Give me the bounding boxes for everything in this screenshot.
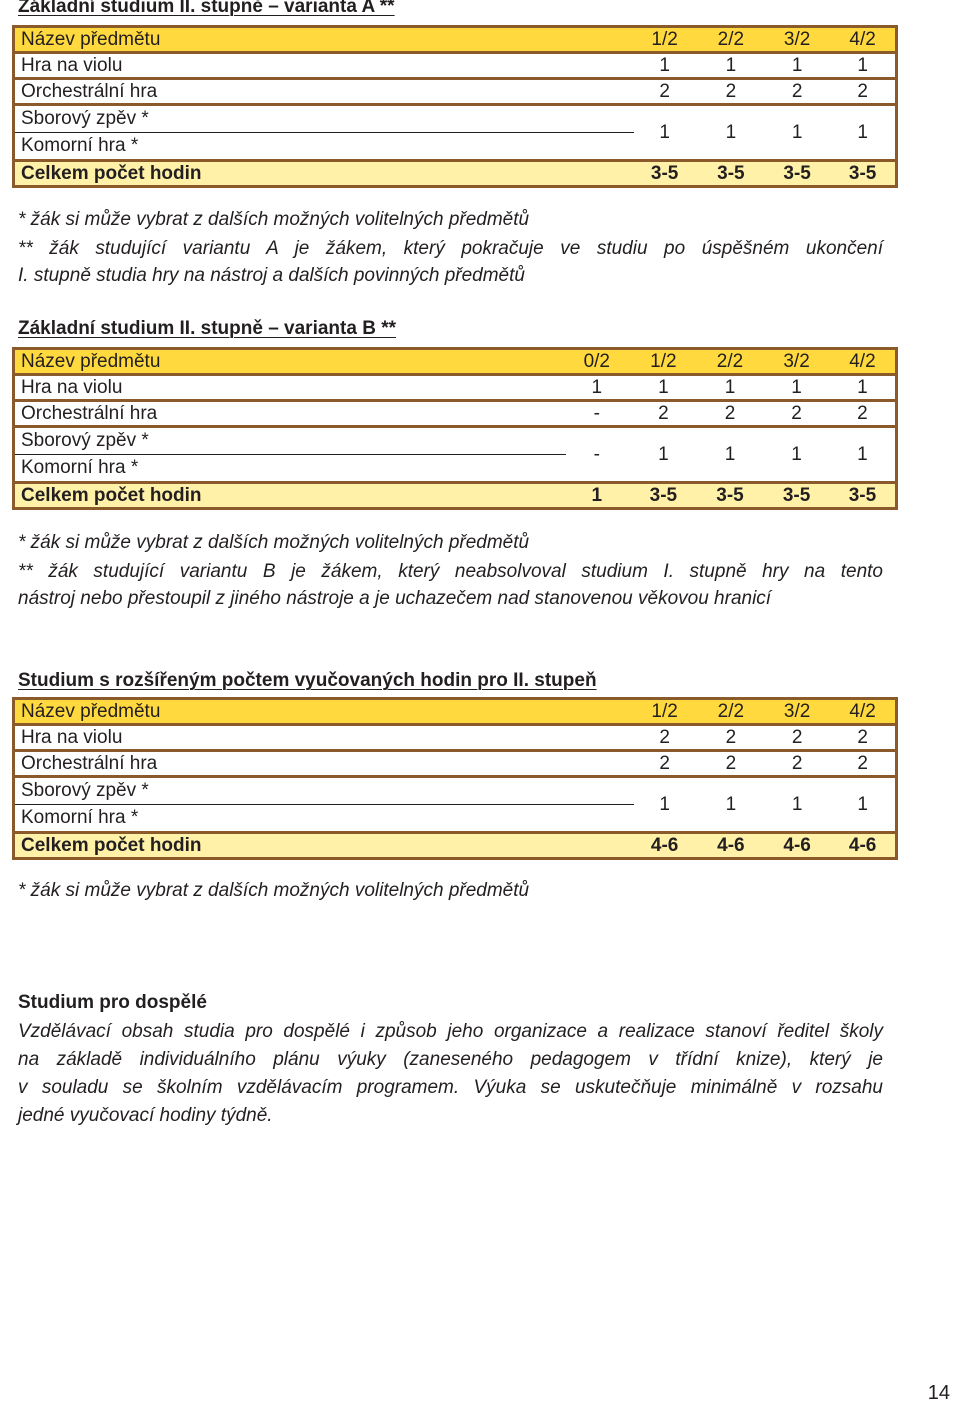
cell: 1 xyxy=(830,375,897,401)
header-cell: 0/2 xyxy=(564,349,631,375)
table-row-merged xyxy=(14,777,897,833)
header-cell: Název předmětu xyxy=(14,349,564,375)
total-label: Celkem počet hodin xyxy=(14,483,564,509)
cell: 2 xyxy=(698,751,764,777)
header-cell: 2/2 xyxy=(698,27,764,53)
paragraph-line: jedné vyučovací hodiny týdně. xyxy=(18,1105,273,1126)
subject-name: Komorní hra * xyxy=(21,135,139,156)
cell: 3-5 xyxy=(763,483,830,509)
cell: - xyxy=(564,427,631,483)
footnote: * žák si může vybrat z dalších možných volitelných předmětů xyxy=(18,880,530,901)
cell: 3-5 xyxy=(632,161,698,187)
subject-name: Sborový zpěv * xyxy=(15,106,634,133)
cell: 1 xyxy=(830,777,896,833)
cell: 2 xyxy=(632,751,698,777)
cell: 1 xyxy=(830,53,896,79)
subject-name: Komorní hra * xyxy=(21,807,139,828)
section-c-title: Studium s rozšířeným počtem vyučovaných hodin pro II. stupeň xyxy=(18,670,597,691)
cell: 4-6 xyxy=(632,833,698,859)
cell: 1 xyxy=(764,105,830,161)
header-cell: 2/2 xyxy=(698,699,764,725)
table-row xyxy=(14,53,897,79)
cell: 2 xyxy=(764,725,830,751)
header-cell: 3/2 xyxy=(764,27,830,53)
subject-name: Hra na violu xyxy=(14,53,632,79)
table-row xyxy=(14,751,897,777)
subject-name: Orchestrální hra xyxy=(14,79,632,105)
section-a-table xyxy=(12,25,898,188)
cell: 2 xyxy=(697,401,764,427)
subject-name: Orchestrální hra xyxy=(14,401,564,427)
header-cell: 3/2 xyxy=(764,699,830,725)
cell: 2 xyxy=(830,751,896,777)
table-total-row xyxy=(14,833,897,859)
cell: 4-6 xyxy=(830,833,896,859)
cell: 2 xyxy=(763,401,830,427)
table-row-merged xyxy=(14,105,897,161)
subject-name: Hra na violu xyxy=(14,375,564,401)
cell: 3-5 xyxy=(697,483,764,509)
cell: 2 xyxy=(698,79,764,105)
cell: 2 xyxy=(632,79,698,105)
cell: 1 xyxy=(763,375,830,401)
footnote: I. stupně studia hry na nástroj a dalších povinných předmětů xyxy=(18,265,525,286)
cell: 1 xyxy=(632,53,698,79)
table-row xyxy=(14,401,897,427)
cell: 4-6 xyxy=(698,833,764,859)
cell: 1 xyxy=(632,105,698,161)
footnote: nástroj nebo přestoupil z jiného nástroje a je uchazečem nad stanovenou věkovou hranicí xyxy=(18,588,772,609)
cell: 1 xyxy=(630,375,697,401)
paragraph-line: na základě individuálního plánu výuky (zaneseného pedagogem v třídní knize), který je xyxy=(18,1049,883,1070)
cell: 1 xyxy=(697,375,764,401)
header-cell: 4/2 xyxy=(830,27,896,53)
table-total-row xyxy=(14,161,897,187)
cell: 1 xyxy=(830,105,896,161)
paragraph-line: Vzdělávací obsah studia pro dospělé i způsob jeho organizace a realizace stanoví ředitel školy xyxy=(18,1021,883,1042)
cell: 1 xyxy=(764,53,830,79)
table-total-row xyxy=(14,483,897,509)
table-row-merged xyxy=(14,427,897,483)
header-cell: Název předmětu xyxy=(14,27,632,53)
cell: 2 xyxy=(830,725,896,751)
footnote: * žák si může vybrat z dalších možných volitelných předmětů xyxy=(18,209,530,230)
cell: 1 xyxy=(632,777,698,833)
header-cell: Název předmětu xyxy=(14,699,632,725)
page-number: 14 xyxy=(927,1382,950,1404)
section-adult-title: Studium pro dospělé xyxy=(18,992,207,1013)
header-cell: 2/2 xyxy=(697,349,764,375)
cell: 2 xyxy=(698,725,764,751)
cell: 1 xyxy=(698,53,764,79)
subject-name: Hra na violu xyxy=(14,725,632,751)
cell: 3-5 xyxy=(830,483,897,509)
total-label: Celkem počet hodin xyxy=(14,161,632,187)
cell: 2 xyxy=(630,401,697,427)
cell: 2 xyxy=(830,79,896,105)
table-row xyxy=(14,375,897,401)
cell: 3-5 xyxy=(630,483,697,509)
table-row xyxy=(14,725,897,751)
cell: 1 xyxy=(830,427,897,483)
subject-name: Sborový zpěv * xyxy=(15,428,566,455)
table-row xyxy=(14,79,897,105)
paragraph-line: v souladu se školním vzdělávacím programem. Výuka se uskutečňuje minimálně v rozsahu xyxy=(18,1077,883,1098)
subject-name: Orchestrální hra xyxy=(14,751,632,777)
cell: 3-5 xyxy=(830,161,896,187)
cell: 2 xyxy=(764,79,830,105)
header-cell: 1/2 xyxy=(630,349,697,375)
cell: 2 xyxy=(764,751,830,777)
header-cell: 3/2 xyxy=(763,349,830,375)
cell: 1 xyxy=(697,427,764,483)
header-cell: 1/2 xyxy=(632,699,698,725)
section-b-title: Základní studium II. stupně – varianta B ** xyxy=(18,318,396,339)
section-c-table xyxy=(12,697,898,860)
table-header-row xyxy=(14,349,897,375)
cell: 1 xyxy=(764,777,830,833)
cell: 2 xyxy=(632,725,698,751)
header-cell: 4/2 xyxy=(830,349,897,375)
header-cell: 1/2 xyxy=(632,27,698,53)
subject-name: Komorní hra * xyxy=(21,457,139,478)
table-header-row xyxy=(14,27,897,53)
cell: 4-6 xyxy=(764,833,830,859)
cell: 1 xyxy=(698,105,764,161)
cell: 2 xyxy=(830,401,897,427)
footnote: ** žák studující variantu A je žákem, který pokračuje ve studiu po úspěšném ukončení xyxy=(18,238,883,259)
footnote: * žák si může vybrat z dalších možných volitelných předmětů xyxy=(18,532,530,553)
cell: 3-5 xyxy=(698,161,764,187)
subject-name: Sborový zpěv * xyxy=(15,778,634,805)
footnote: ** žák studující variantu B je žákem, který neabsolvoval studium I. stupně hry na tento xyxy=(18,561,883,582)
cell: 3-5 xyxy=(764,161,830,187)
cell: 1 xyxy=(630,427,697,483)
total-label: Celkem počet hodin xyxy=(14,833,632,859)
cell: 1 xyxy=(564,483,631,509)
section-a-title: Základní studium II. stupně – varianta A ** xyxy=(18,0,395,17)
cell: 1 xyxy=(698,777,764,833)
cell: 1 xyxy=(564,375,631,401)
section-b-table xyxy=(12,347,898,510)
header-cell: 4/2 xyxy=(830,699,896,725)
cell: - xyxy=(564,401,631,427)
cell: 1 xyxy=(763,427,830,483)
table-header-row xyxy=(14,699,897,725)
